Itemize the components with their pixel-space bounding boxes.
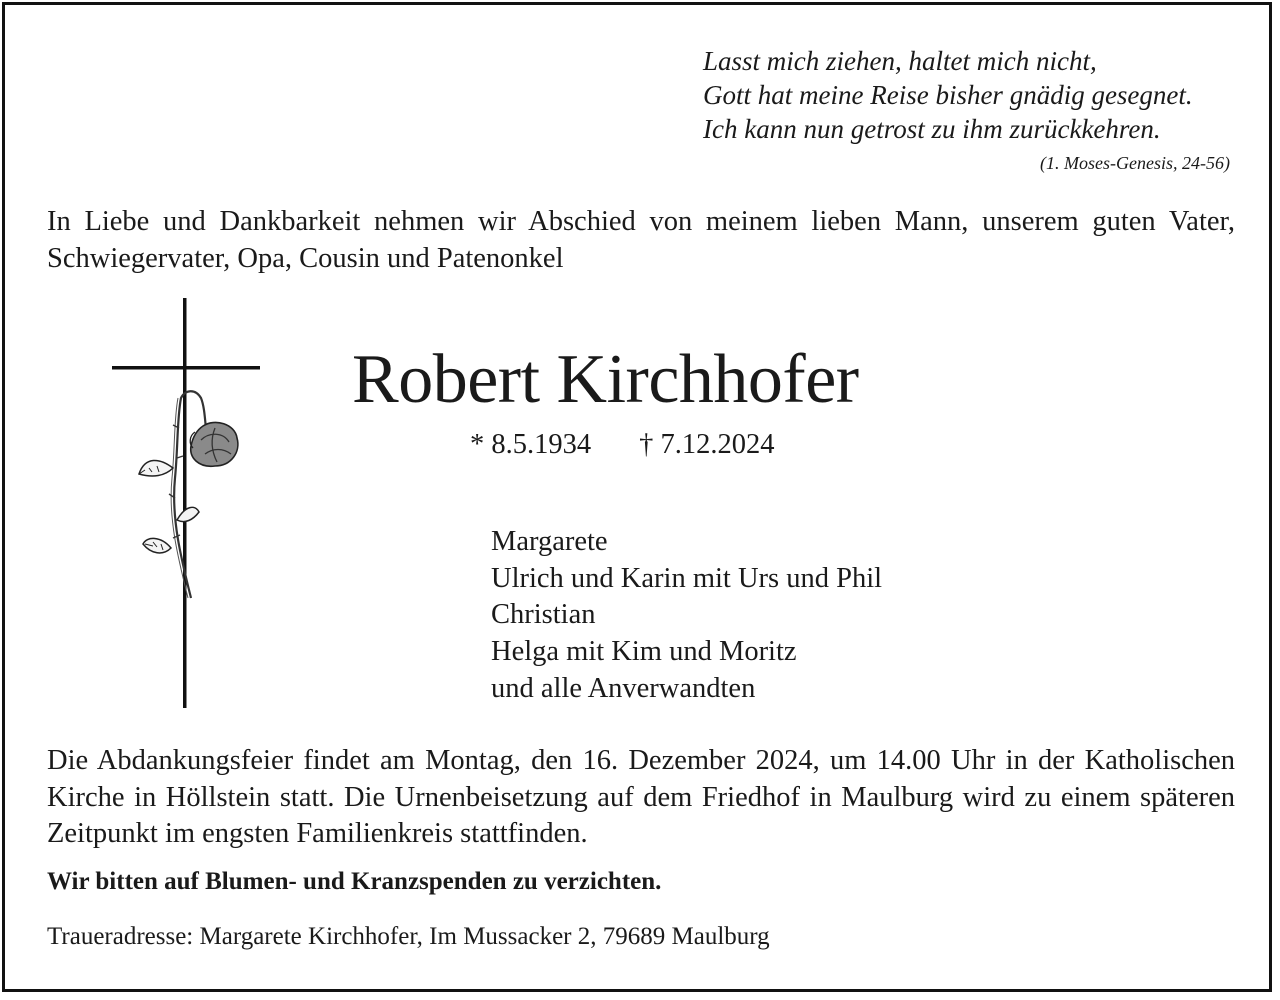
- family-member: Margarete: [491, 526, 608, 557]
- verse-line: Lasst mich ziehen, haltet mich nicht,: [703, 46, 1097, 76]
- verse-line: Ich kann nun getrost zu ihm zurückkehren.: [703, 114, 1161, 144]
- death-date: † 7.12.2024: [639, 429, 775, 460]
- verse-source: (1. Moses-Genesis, 24-56): [1040, 153, 1230, 173]
- family-member: Helga mit Kim und Moritz: [491, 636, 797, 668]
- verse-block: [703, 44, 1243, 146]
- family-list: [491, 524, 882, 708]
- family-member: Christian: [491, 599, 596, 631]
- family-member: und alle Anverwandten: [491, 672, 756, 704]
- verse-line: Gott hat meine Reise bisher gnädig gesegnet.: [703, 80, 1193, 110]
- life-dates: [470, 427, 775, 463]
- intro-text: In Liebe und Dankbarkeit nehmen wir Abschied von meinem lieben Mann, unserem guten Vater, Schwiegervater, Opa, Cousin und Patenonkel: [47, 206, 1235, 274]
- birth-date: * 8.5.1934: [470, 429, 592, 460]
- family-member: Ulrich und Karin mit Urs und Phil: [491, 562, 883, 594]
- cross-with-rose-icon: [105, 298, 270, 710]
- flower-request: Wir bitten auf Blumen- und Kranzspenden zu verzichten.: [47, 868, 662, 895]
- ceremony-text: Die Abdankungsfeier findet am Montag, den 16. Dezember 2024, um 14.00 Uhr in der Katholischen Kirche in Höllstein statt. Die Urnenbeisetzung auf dem Friedhof in Maulburg wird zu einem späteren Zeitpunkt im engsten Familienkreis stattfinden.: [47, 745, 1235, 850]
- deceased-name: Robert Kirchhofer: [352, 341, 859, 418]
- mourning-address: Traueradresse: Margarete Kirchhofer, Im Mussacker 2, 79689 Maulburg: [47, 923, 770, 950]
